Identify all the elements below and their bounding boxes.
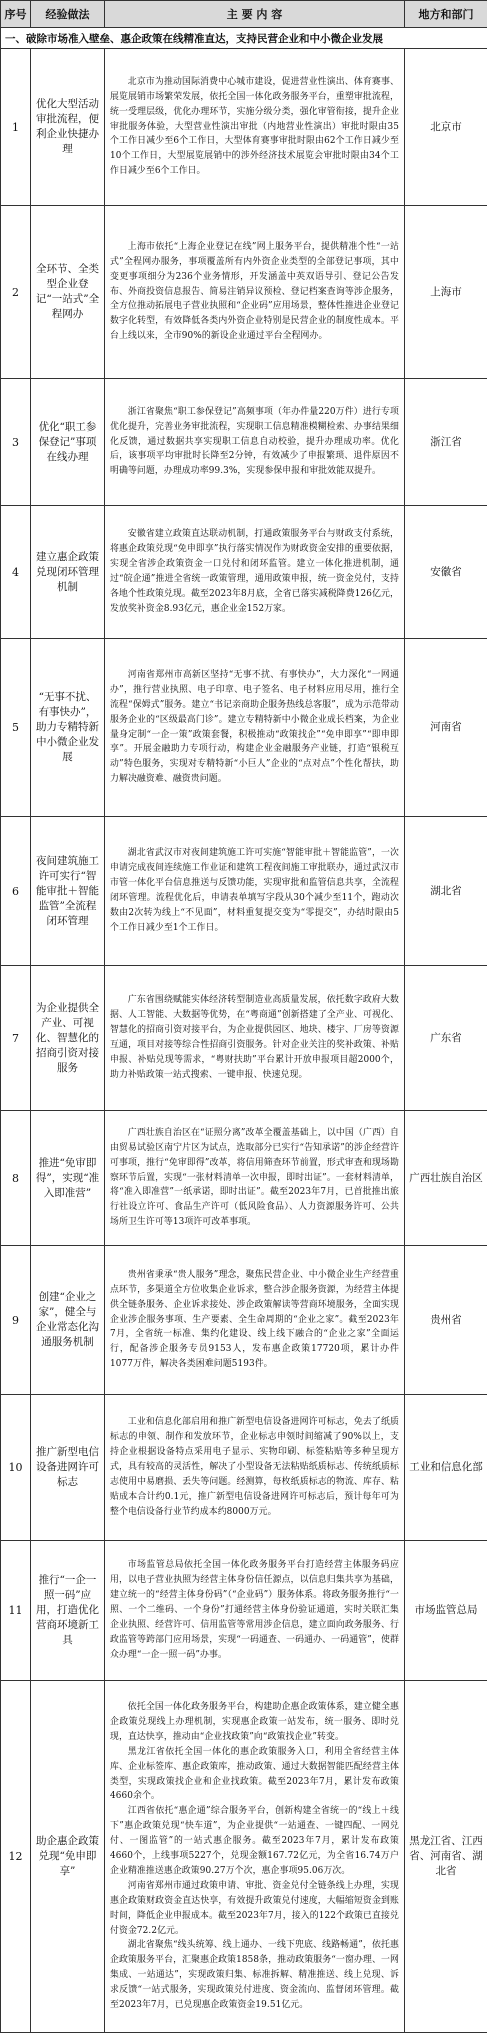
- row-content: 浙江省聚焦“职工参保登记”高频事项（年办件量220万件）进行专项优化提升，完善业务审批流程，实现职工信息精准模糊检索、办事结果细化反馈，通过数据共享实现职工信息自动校验，提升办理成功率。优化后，该事项平均审批时长降至2分钟，有效减少了申报繁琐、退件原因不明确等问题，办理成功率99.3%，实现参保申报和审批效能双提升。: [105, 379, 405, 506]
- row-content: 上海市依托“上海企业登记在线”网上服务平台，提供精准个性“一站式”全程网办服务，事项覆盖所有内外资企业类型的全部登记事项，其中变更事项细分为236个业务情形，开发涵盖中英双语导引、登记公告发布、外商投资信息报告、简易注销异议预检、登记档案查询等涉企服务，全方位推动拓展电子营业执照和“企业码”应用场景，整体性推进企业登记数字化转型，有效降低各类内外资企业特别是民营企业的制度性成本。平台上线以来，全市90%的新设企业通过平台全程网办。: [105, 206, 405, 379]
- table-row: [1, 817, 487, 966]
- row-practice: 推进“免审即得”，实现“准入即准营”: [31, 1111, 105, 1246]
- row-dept: 上海市: [405, 206, 487, 379]
- row-dept: 安徽省: [405, 506, 487, 639]
- row-practice: 助企惠企政策兑现“免申即享”: [31, 1681, 105, 2033]
- row-content: 北京市为推动国际消费中心城市建设，促进营业性演出、体育赛事、展览展销市场繁荣发展，依托全国一体化政务服务平台，重塑审批流程，统一受理层级，优化办理环节，实施分级分类，强化审管衔接，提升企业审批服务体验，大型营业性演出审批（内地营业性演出）审批时限由35个工作日减少至6个工作日，大型体育赛事审批时限由62个工作日减少至10个工作日，大型展览展销中的涉外经济技术展览会审批时限由34个工作日减少至6个工作日。: [105, 49, 405, 206]
- row-dept: 市场监管总局: [405, 1541, 487, 1681]
- header-dept: 地方和部门: [405, 1, 487, 28]
- row-practice: 优化大型活动审批流程，便利企业快捷办理: [31, 49, 105, 206]
- row-practice: 优化“职工参保登记”事项在线办理: [31, 379, 105, 506]
- content-paragraph: 依托全国一体化政务服务平台，构建助企惠企政策体系，建立健全惠企政策兑现线上办理机制，实现惠企政策一站发布，统一服务、即时兑现，直达快享，推动由“企业找政策”向“政策找企业”转变。: [110, 1700, 399, 1745]
- row-dept: 广东省: [405, 966, 487, 1111]
- table-row: [1, 1541, 487, 1681]
- table-row: [1, 966, 487, 1111]
- row-dept: 浙江省: [405, 379, 487, 506]
- row-content: 安徽省建立政策直达联动机制，打通政策服务平台与财政支付系统，将惠企政策兑现“免申即享”执行落实情况作为财政资金安排的重要依据，实现全省涉企政策资金一口兑付和闭环监管。建立一体化推进机制，通过“皖企通”推进全省统一政策管理，通用政策申报，统一资金兑付，支持各地个性政策兑现。截至2023年8月底，全省已落实减税降费126亿元，发放奖补资金8.93亿元，惠企业金152万家。: [105, 506, 405, 639]
- row-practice: “无事不扰、有事快办”，助力专精特新中小微企业发展: [31, 639, 105, 817]
- table-header-row: [1, 1, 487, 28]
- header-num: 序号: [1, 1, 31, 28]
- row-practice: 推广新型电信设备进网许可标志: [31, 1395, 105, 1541]
- row-dept: 贵州省: [405, 1246, 487, 1395]
- row-practice: 创建“企业之家”，健全与企业常态化沟通服务机制: [31, 1246, 105, 1395]
- section-title: 一、破除市场准入壁垒、惠企政策在线精准直达，支持民营企业和中小微企业发展: [1, 28, 487, 49]
- row-num: 11: [1, 1541, 31, 1681]
- table-row: [1, 1395, 487, 1541]
- content-paragraph: 湖北省聚焦“线头统筹、线上通办、一线下兜底、线路畅通”，依托惠企政策服务平台，汇聚惠企政策1858条，推动政策服务“一窗办理、一网集成、一站通达”，实现政策归集、标准拆解、精准推送、线上兑现、诉求反馈“一站式服务，实现政策兑付进度、资金流向、监督闭环管理。截至2023年7月，已兑现惠企政策资金19.51亿元。: [110, 1938, 399, 2013]
- row-num: 7: [1, 966, 31, 1111]
- row-practice: 全环节、全类型企业登记“一站式”全程网办: [31, 206, 105, 379]
- row-practice: 为企业提供全产业、可视化、智慧化的招商引资对接服务: [31, 966, 105, 1111]
- section-row: [1, 28, 487, 49]
- row-content: 广西壮族自治区在“证照分离”改革全覆盖基础上，以中国（广西）自由贸易试验区南宁片区为试点，选取部分已实行“告知承诺”的涉企经营许可事项，推行“免审即得”改革，将信用筛查环节前置，形式审查和现场勘察环节后置，实现“一张材料清单一次申报，即时出证”。一套材料清单，将“准入即准营”一纸承诺，即时出证”。截至2023年7月，已首批推出旅行社设立许可、食品生产许可（低风险食品）、人力资源服务许可、公共场所卫生许可等13项许可改革事项。: [105, 1111, 405, 1246]
- table-row: [1, 1681, 487, 2033]
- row-practice: 建立惠企政策兑现闭环管理机制: [31, 506, 105, 639]
- table-row: [1, 206, 487, 379]
- content-paragraph: 黑龙江省依托全国一体化的惠企政策服务入口，利用全省经营主体库、企业标签库、惠企政策库，推动政策、通过大数据智能匹配经营主体类型，实现政策找企业和企业找政策。截至2023年7月，累计发布政策4660余个。: [110, 1745, 399, 1805]
- row-num: 4: [1, 506, 31, 639]
- row-dept: 北京市: [405, 49, 487, 206]
- row-dept: 湖北省: [405, 817, 487, 966]
- table-row: [1, 639, 487, 817]
- row-content: 工业和信息化部启用和推广新型电信设备进网许可标志，免去了纸质标志的申领、制作和发放环节，企业标志申领时间缩减了90%以上，支持企业根据设备特点采用电子显示、实物印刷、标签粘贴等多种呈现方式，具有较高的灵活性，解决了小型设备无法粘贴纸质标志、传统纸质标志使用中易磨损、丢失等问题。经测算，每枚纸质标志的物流、库存、粘贴成本合计约0.1元，推广新型电信设备进网许可标志后，预计每年可为整个电信设备行业节约成本约8000万元。: [105, 1395, 405, 1541]
- row-dept: 黑龙江省、江西省、河南省、湖北省: [405, 1681, 487, 2033]
- row-content: [105, 1681, 405, 2033]
- header-practice: 经验做法: [31, 1, 105, 28]
- table-row: [1, 49, 487, 206]
- row-content: 广东省围绕赋能实体经济转型制造业高质量发展，依托数字政府大数据、人工智能、大数据等优势，在“粤商通”创新搭建了全产业、可视化、智慧化的招商引资对接平台，为企业提供园区、地块、楼宇、厂房等资源互通，项目对接等综合性招商引资服务。针对企业关注的奖补政策、补贴申报、补贴兑现等需求，“粤财扶助”平台累计开放申报项目超2000个，助力补贴政策一站式搜索、一键申报、快速兑现。: [105, 966, 405, 1111]
- row-num: 10: [1, 1395, 31, 1541]
- row-content: 河南省郑州市高新区坚持“无事不扰、有事快办”，大力深化“一网通办”，推行营业执照、电子印章、电子签名、电子材料应用尽用，推行全流程“保姆式”服务。建立“书记亲商助企服务热线总客服”，成为示范带动服务企业的“区级最高门诊”。建立专精特新中小微企业成长档案，为企业量身定制“一企一策”政策套餐，积极推动“政策找企”“免申即享”“即申即享”。开展金融助力专项行动，构建企业金融服务产业链，打造“银税互动”特色服务，实现对专精特新“小巨人”企业的“点对点”个性化帮扶，助力解决融资难、融资贵问题。: [105, 639, 405, 817]
- row-num: 1: [1, 49, 31, 206]
- row-content: 贵州省秉承“贵人服务”理念，聚焦民营企业、中小微企业生产经营重点环节，多渠道全方位收集企业诉求，整合涉企服务资源，为经营主体提供全链条服务、企业诉求接处、涉企政策解读等营商环境服务，全面实现企业涉企服务事项、生产要素、全生命周期的“企业之家”。截至2023年7月，全省统一标准、集约化建设、线上线下融合的“企业之家”全面运行，配备涉企服务专员9153人，发布惠企政策17720项，累计办件1077万件，解决各类困难问题5193件。: [105, 1246, 405, 1395]
- row-num: 6: [1, 817, 31, 966]
- table-row: [1, 1111, 487, 1246]
- row-dept: 广西壮族自治区: [405, 1111, 487, 1246]
- row-dept: 河南省: [405, 639, 487, 817]
- row-num: 9: [1, 1246, 31, 1395]
- row-dept: 工业和信息化部: [405, 1395, 487, 1541]
- table-row: [1, 1246, 487, 1395]
- row-content: 湖北省武汉市对夜间建筑施工许可实施“智能审批＋智能监管”，一次申请完成夜间连续施工作业证和建筑工程夜间施工审批联办，通过武汉市市管一体化平台信息推送与反馈功能，实现审批和监管信息共享，全流程闭环管理。流程优化后，申请表单填写字段从30个减少至11个，跑动次数由2次转为线上“不见面”，材料重复提交变为“零提交”，办结时限由5个工作日减少至1个工作日。: [105, 817, 405, 966]
- row-practice: 夜间建筑施工许可实行“智能审批＋智能监管”全流程闭环管理: [31, 817, 105, 966]
- row-practice: 推行“一企一照一码”应用，打造优化营商环境新工具: [31, 1541, 105, 1681]
- content-paragraph: 河南省郑州市通过政策申请、审批、资金兑付全链条线上办理，实现惠企政策财政资金直达快享，有效提升政策兑付速度，大幅缩短资金到账时间，降低企业申报成本。截至2023年7月，接入的122个政策已直接兑付资金72.2亿元。: [110, 1879, 399, 1939]
- table-row: [1, 379, 487, 506]
- row-content: 市场监管总局依托全国一体化政务服务平台打造经营主体服务码应用，以电子营业执照为经营主体身份信任源点，以信息归集共享为基础，建立统一的“经营主体身份码”（“企业码”）服务体系。将政务服务推行“一照、一个二维码、一个身份”打通经营主体身份验证通道，实时关联汇集企业执照、经营许可、信用监管等常用涉企信息，建立面向政务服务、行政监管等跨部门应用场景，实现“一码通查、一码通办、一码通管”，使群众办理“一企一照一码”办事。: [105, 1541, 405, 1681]
- row-num: 2: [1, 206, 31, 379]
- row-num: 8: [1, 1111, 31, 1246]
- header-content: 主 要 内 容: [105, 1, 405, 28]
- table-row: [1, 506, 487, 639]
- row-num: 3: [1, 379, 31, 506]
- content-paragraph: 江西省依托“惠企通”综合服务平台，创新构建全省统一的“线上＋线下”惠企政策兑现“快车道”，为企业提供“一站通查、一键四配、一网兑付、一图监管”的一站式惠企服务。截至2023年7月，累计发布政策4660个，上线事项5227个，兑现金额167.72亿元，为全省16.74万户企业精准推送惠企政策90.27万个次，惠企事项95.06万次。: [110, 1804, 399, 1879]
- row-num: 5: [1, 639, 31, 817]
- row-num: 12: [1, 1681, 31, 2033]
